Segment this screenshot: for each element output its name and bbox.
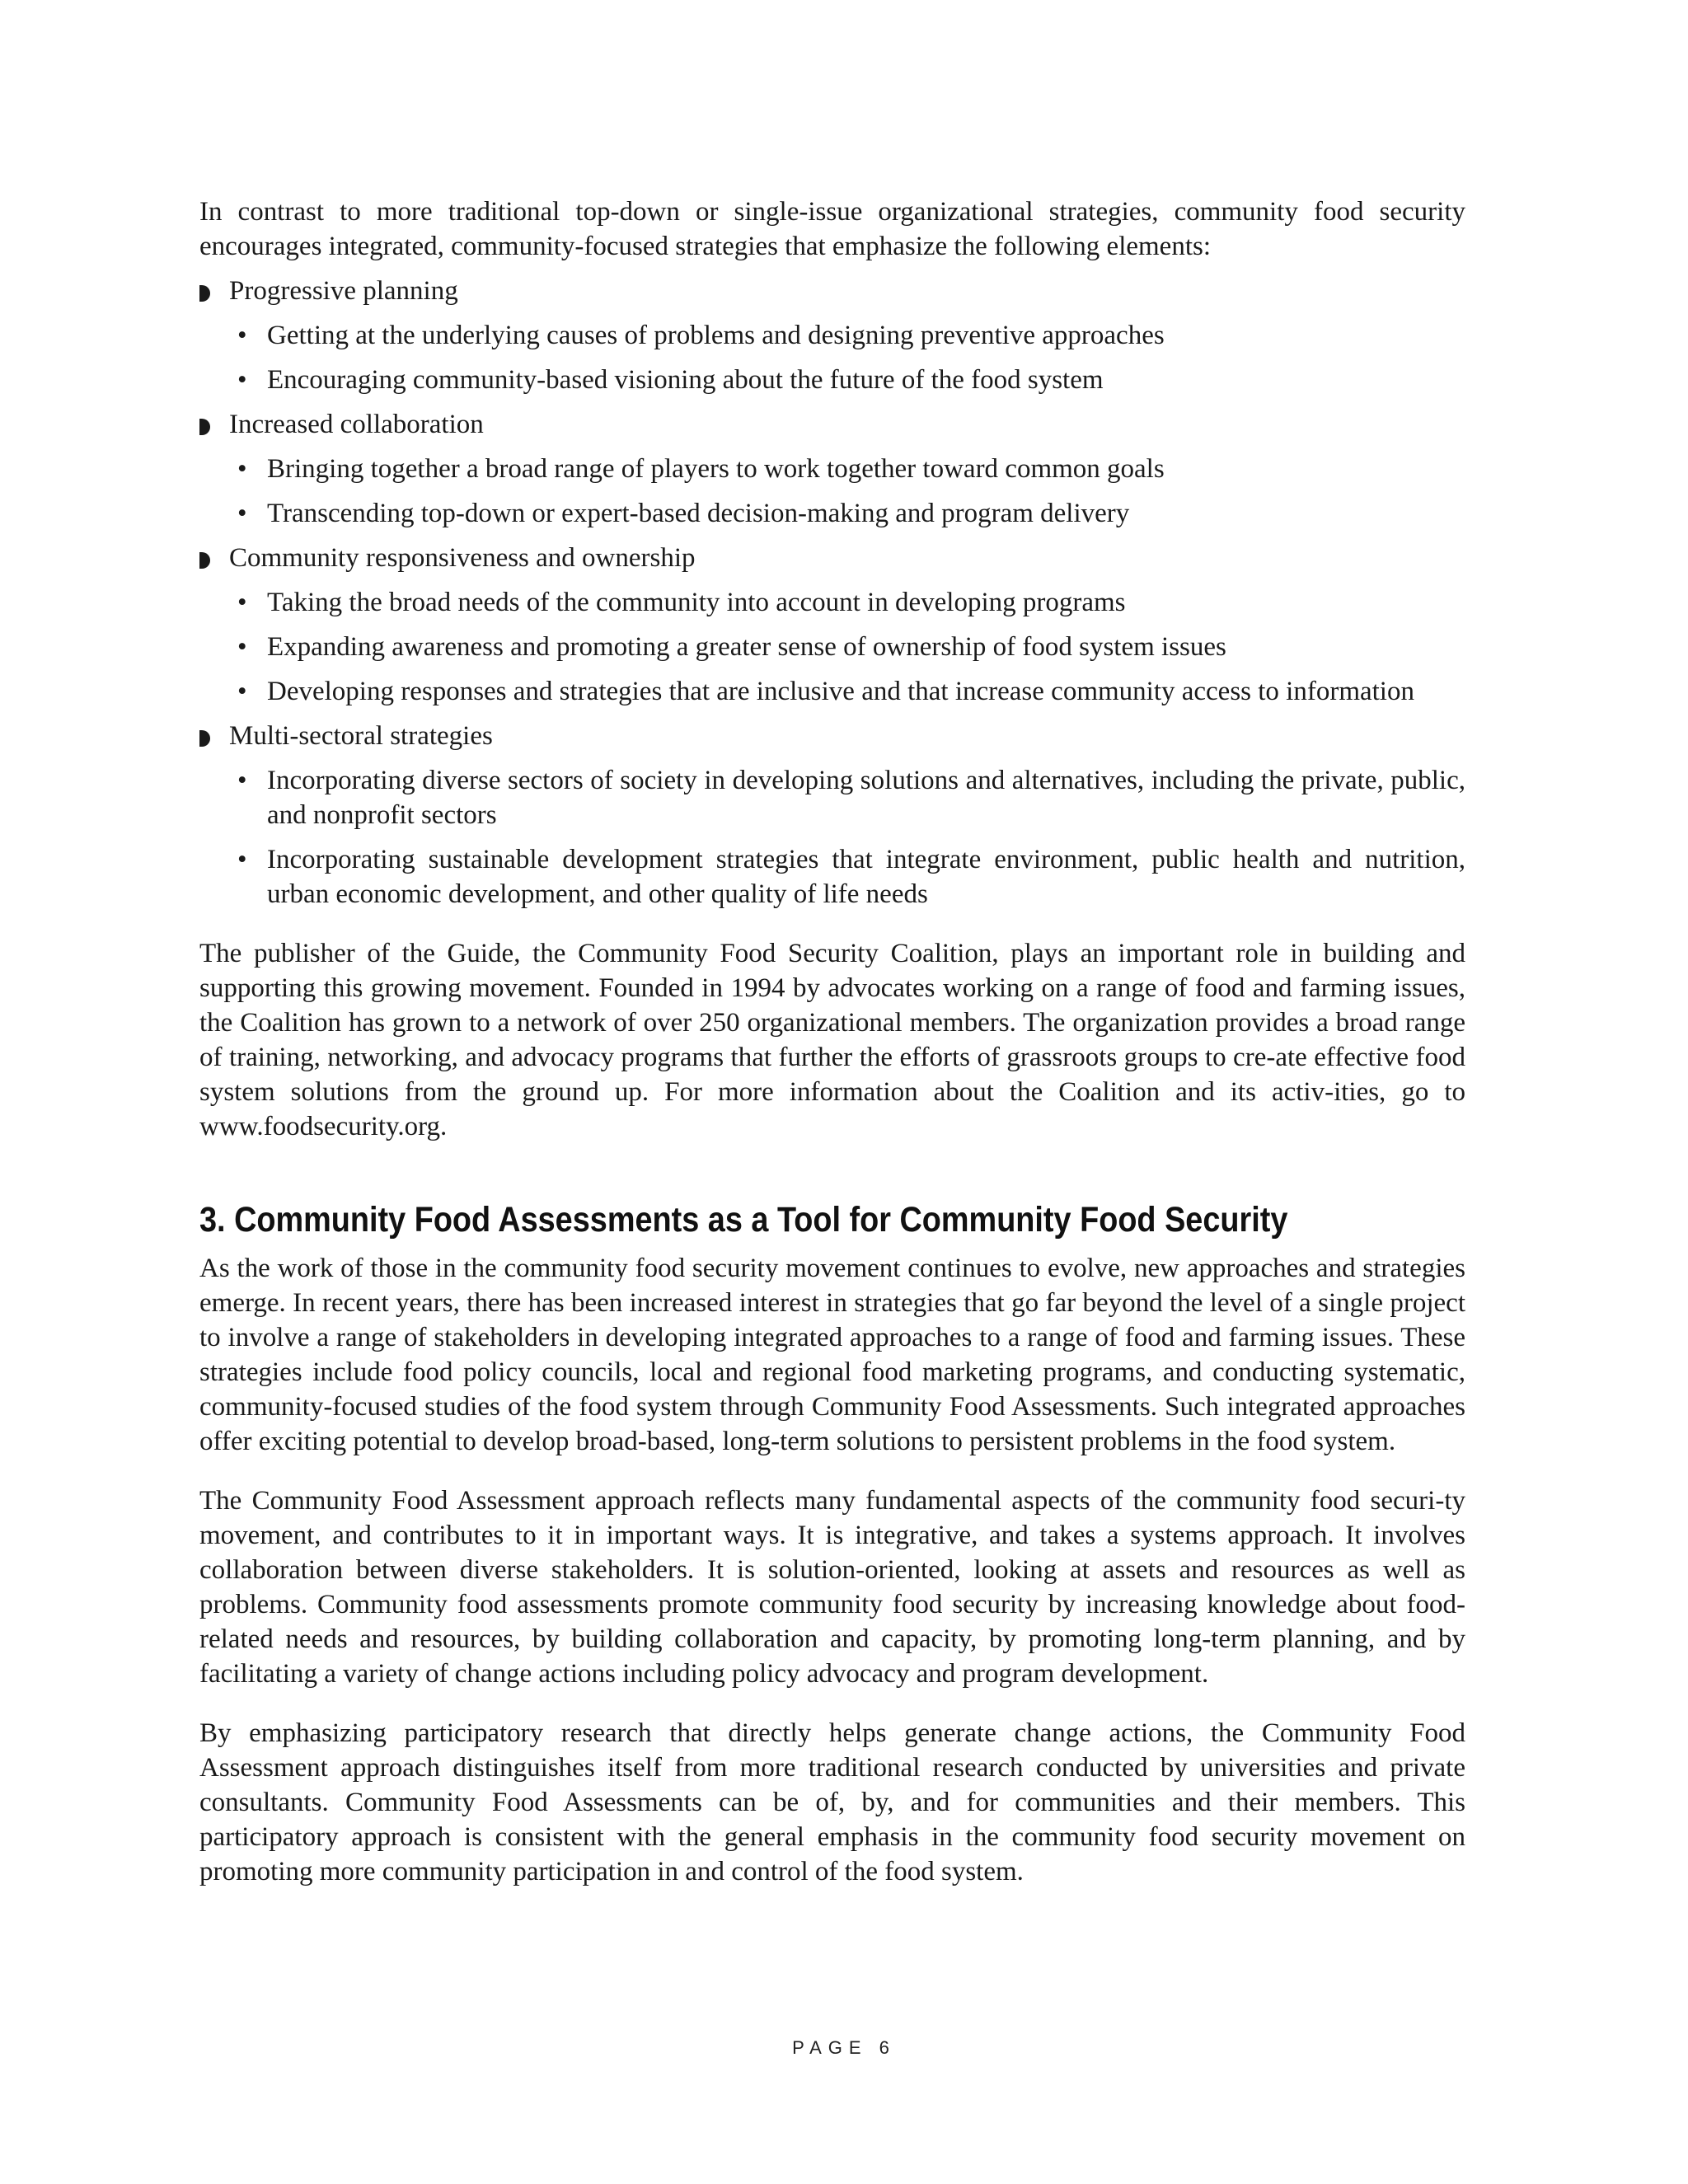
sub-item — [199, 496, 1465, 531]
sub-item — [199, 842, 1465, 912]
element-label: Multi-sectoral strategies — [229, 721, 493, 751]
sub-item — [199, 318, 1465, 353]
sub-item-text: Encouraging community-based visioning about the future of the food system — [267, 365, 1104, 395]
half-circle-bullet-icon — [199, 419, 210, 435]
intro-paragraph: In contrast to more traditional top-down or single-issue organizational strategies, community food security encourages integrated, community-focused strategies that emphasize the following elements: — [199, 197, 1465, 261]
half-circle-bullet-icon — [199, 730, 210, 747]
bullet-icon: • — [237, 588, 247, 617]
sub-item — [199, 630, 1465, 664]
element-item — [199, 719, 1465, 753]
sub-item-text: Bringing together a broad range of players to work together toward common goals — [267, 454, 1165, 484]
page-number: PAGE 6 — [792, 2037, 896, 2058]
bullet-icon: • — [237, 845, 247, 874]
sub-item-text: Taking the broad needs of the community into account in developing programs — [267, 588, 1126, 617]
sub-item-text: Getting at the underlying causes of problems and designing preventive approaches — [267, 321, 1165, 350]
section-paragraph: The Community Food Assessment approach reflects many fundamental aspects of the community food securi-ty movement, and contributes to it in important ways. It is integrative, and takes a systems approach. It involves collaboration between diverse stakeholders. It is solution-oriented, looking at assets and resources as well as problems. Community food assessments promote community food security by increasing knowledge about food-related needs and resources, by building collaboration and capacity, by promoting long-term planning, and by facilitating a variety of change actions including policy advocacy and program development. — [199, 1486, 1465, 1689]
bullet-icon: • — [237, 365, 247, 395]
element-label: Community responsiveness and ownership — [229, 543, 696, 573]
coalition-paragraph: The publisher of the Guide, the Community Food Security Coalition, plays an important role in building and supporting this growing movement. Founded in 1994 by advocates working on a range of food and farming issues, the Coalition has grown to a network of over 250 organizational members. The organization provides a broad range of training, networking, and advocacy programs that further the efforts of grassroots groups to cre-ate effective food system solutions from the ground up. For more information about the Coalition and its activ-ities, go to www.foodsecurity.org. — [199, 939, 1465, 1141]
element-item — [199, 541, 1465, 575]
bullet-icon: • — [237, 454, 247, 484]
section-paragraph: As the work of those in the community food security movement continues to evolve, new approaches and strategies emerge. In recent years, there has been increased interest in strategies that go far beyond the level of a single project to involve a range of stakeholders in developing integrated approaches to a range of food and farming issues. These strategies include food policy councils, local and regional food marketing programs, and conducting systematic, community-focused studies of the food system through Community Food Assessments. Such integrated approaches offer exciting potential to develop broad-based, long-term solutions to persistent problems in the food system. — [199, 1254, 1465, 1456]
half-circle-bullet-icon — [199, 285, 210, 302]
section-paragraph: By emphasizing participatory research that directly helps generate change actions, the Community Food Assessment approach distinguishes itself from more traditional research conducted by universities and private consultants. Community Food Assessments can be of, by, and for communities and their members. This participatory approach is consistent with the general emphasis in the community food security movement on promoting more community participation in and control of the food system. — [199, 1718, 1465, 1886]
element-item — [199, 407, 1465, 442]
bullet-icon: • — [237, 677, 247, 706]
bullet-icon: • — [237, 632, 247, 662]
sub-item-text: Expanding awareness and promoting a greater sense of ownership of food system issues — [267, 632, 1226, 662]
elements-list — [199, 274, 1465, 912]
sub-item-text: Developing responses and strategies that are inclusive and that increase community access to information — [267, 677, 1414, 706]
bullet-icon: • — [237, 499, 247, 528]
sub-item-text: Transcending top-down or expert-based decision-making and program delivery — [267, 499, 1130, 528]
half-circle-bullet-icon — [199, 552, 210, 569]
sub-item-text: Incorporating diverse sectors of society in developing solutions and alternatives, including the private, public, and nonprofit sectors — [267, 766, 1465, 830]
sub-item — [199, 452, 1465, 486]
sub-item — [199, 363, 1465, 397]
sub-item — [199, 763, 1465, 832]
bullet-icon: • — [237, 321, 247, 350]
element-item — [199, 274, 1465, 308]
sub-item-text: Incorporating sustainable development strategies that integrate environment, public health and nutrition, urban economic development, and other quality of life needs — [267, 845, 1465, 909]
sub-item — [199, 674, 1465, 709]
sub-item — [199, 585, 1465, 620]
bullet-icon: • — [237, 766, 247, 795]
element-label: Increased collaboration — [229, 410, 484, 439]
element-label: Progressive planning — [229, 276, 458, 306]
section-heading: 3. Community Food Assessments as a Tool for Community Food Security — [199, 1200, 1288, 1240]
document-page — [199, 194, 1465, 1889]
